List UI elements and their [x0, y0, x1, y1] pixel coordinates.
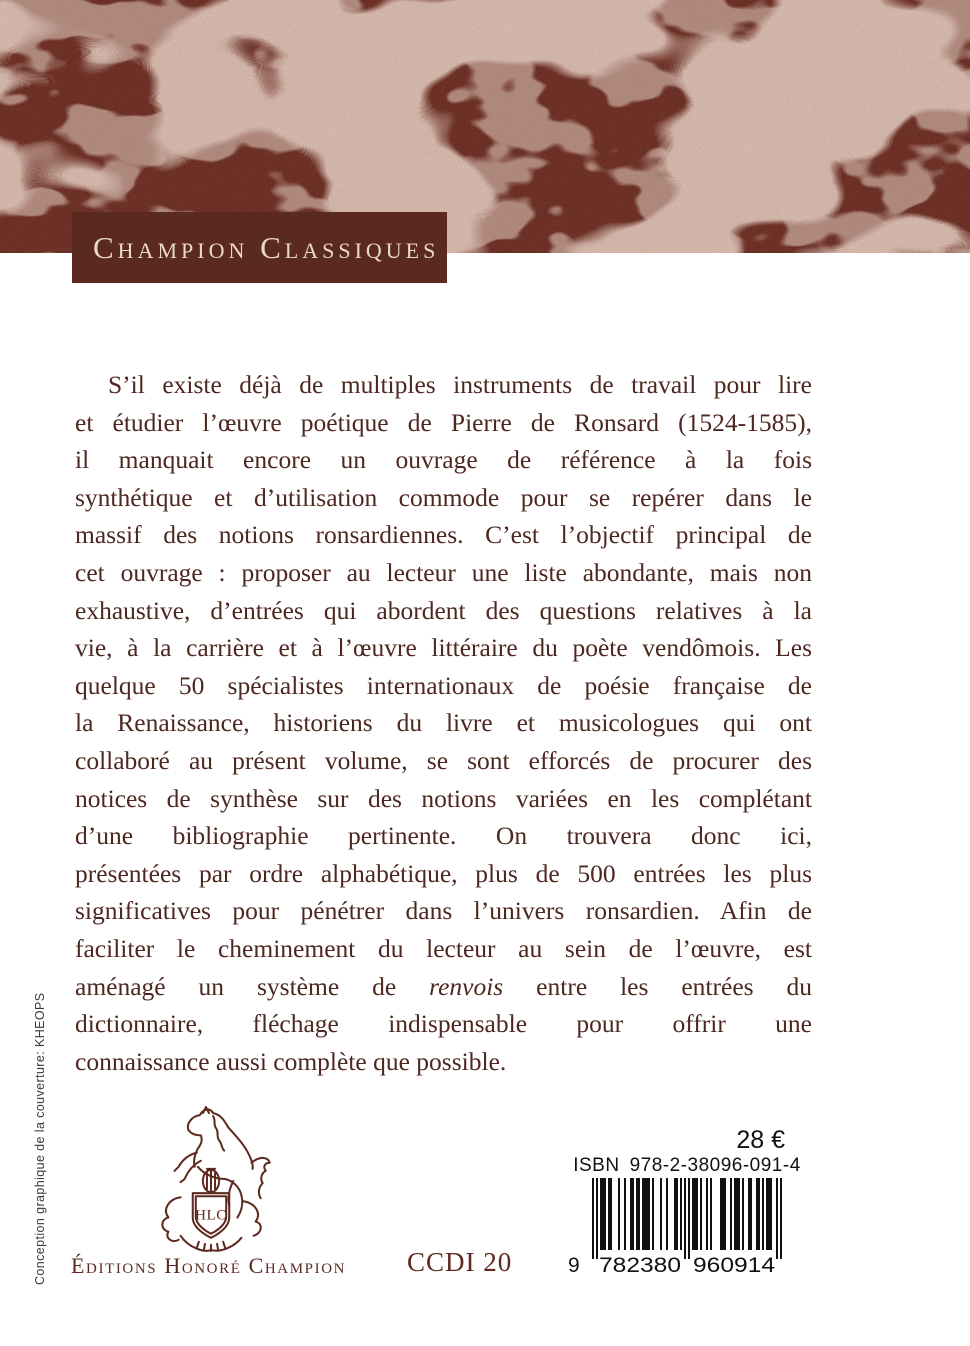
blurb-text: quelque 50 spécialistes internationaux de poésie française de — [75, 670, 812, 700]
blurb-italic-term: renvois — [429, 971, 504, 1001]
price: 28 € — [736, 1126, 785, 1154]
blurb-text: S’il existe déjà de multiples instruments de travail pour lire — [108, 370, 812, 399]
cover-design-credit: Conception graphique de la couverture: KHEOPS — [33, 992, 47, 1285]
blurb-line — [75, 516, 812, 554]
publisher-logo-horse-crest-icon — [150, 1104, 272, 1254]
blurb-text: significatives pour pénétrer dans l’univers ronsardien. Afin de — [75, 896, 812, 926]
barcode-digit-lead: 9 — [568, 1254, 580, 1277]
blurb-text: et étudier l’œuvre poétique de Pierre de Ronsard (1524-1585), — [75, 407, 812, 437]
blurb-line — [75, 441, 812, 479]
blurb-line — [75, 479, 812, 517]
blurb-text: collaboré au présent volume, se sont efforcés de procurer des — [75, 745, 812, 775]
collection-code: CCDI 20 — [407, 1247, 513, 1277]
blurb-line — [75, 892, 812, 930]
blurb-line — [75, 404, 812, 442]
blurb-text: vie, à la carrière et à l’œuvre littéraire du poète vendômois. Les — [75, 633, 812, 663]
ean13-barcode — [560, 1178, 814, 1278]
blurb-text: connaissance aussi complète que possible. — [75, 1046, 507, 1076]
blurb-line — [75, 629, 812, 667]
blurb-text: présentées par ordre alphabétique, plus de 500 entrées les plus — [75, 858, 812, 888]
publisher-name: Éditions Honoré Champion — [71, 1253, 347, 1278]
barcode-digits-right: 960914 — [693, 1254, 776, 1277]
blurb-text: notices de synthèse sur des notions variées en les complétant — [75, 783, 812, 813]
blurb-text: il manquait encore un ouvrage de référence à la fois — [75, 445, 812, 475]
blurb-text: exhaustive, d’entrées qui abordent des questions relatives à la — [75, 595, 812, 625]
series-banner-label: Champion Classiques — [93, 229, 440, 265]
blurb-line — [75, 817, 812, 855]
blurb-text: faciliter le cheminement du lecteur au sein de l’œuvre, est — [75, 933, 812, 963]
blurb-line — [75, 1005, 812, 1043]
blurb-line — [75, 704, 812, 742]
blurb-line — [75, 742, 812, 780]
blurb-line — [75, 780, 812, 818]
isbn-number: 978-2-38096-091-4 — [629, 1155, 801, 1176]
blurb-line — [75, 1043, 812, 1081]
blurb-line — [75, 366, 812, 404]
isbn-line — [560, 1155, 814, 1177]
blurb-line — [75, 855, 812, 893]
isbn-label: ISBN — [573, 1155, 620, 1176]
logo-monogram: HLC — [195, 1206, 227, 1224]
blurb-line — [75, 554, 812, 592]
blurb-text: massif des notions ronsardiennes. C’est l’objectif principal de — [75, 520, 812, 550]
barcode-digits-left: 782380 — [599, 1254, 681, 1277]
blurb-text: entre les entrées du — [503, 971, 813, 1001]
blurb-line — [75, 592, 812, 630]
blurb-text: aménagé un système de — [75, 971, 430, 1001]
blurb-text: d’une bibliographie pertinente. On trouvera donc ici, — [75, 821, 812, 851]
blurb-text: la Renaissance, historiens du livre et musicologues qui ont — [75, 708, 812, 738]
series-banner — [72, 212, 447, 283]
blurb-line — [75, 968, 812, 1006]
blurb-text: synthétique et d’utilisation commode pour se repérer dans le — [75, 482, 812, 512]
back-cover-blurb — [75, 366, 812, 1080]
blurb-text: cet ouvrage : proposer au lecteur une liste abondante, mais non — [75, 557, 812, 587]
blurb-text: dictionnaire, fléchage indispensable pour offrir une — [75, 1009, 812, 1039]
blurb-line — [75, 930, 812, 968]
blurb-line — [75, 667, 812, 705]
